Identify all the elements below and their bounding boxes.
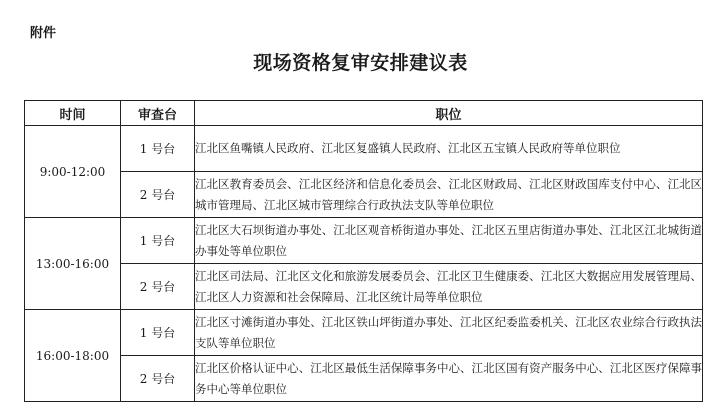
table-row <box>25 356 703 402</box>
positions-cell: 江北区价格认证中心、江北区最低生活保障事务中心、江北区国有资产服务中心、江北区医疗保障事务中心等单位职位 <box>195 356 703 402</box>
desk-cell: 2 号台 <box>121 356 195 402</box>
attachment-label: 附件 <box>30 26 57 41</box>
desk-cell: 1 号台 <box>121 126 195 172</box>
positions-cell: 江北区司法局、江北区文化和旅游发展委员会、江北区卫生健康委、江北区大数据应用发展管理局、江北区人力资源和社会保障局、江北区统计局等单位职位 <box>195 264 703 310</box>
positions-cell: 江北区寸滩街道办事处、江北区铁山坪街道办事处、江北区纪委监委机关、江北区农业综合行政执法支队等单位职位 <box>195 310 703 356</box>
table-row <box>25 264 703 310</box>
desk-cell: 1 号台 <box>121 218 195 264</box>
table-row <box>25 310 703 356</box>
schedule-table <box>24 100 703 402</box>
page-title: 现场资格复审安排建议表 <box>253 52 468 74</box>
time-slot-cell: 16:00-18:00 <box>25 310 121 402</box>
table-row <box>25 218 703 264</box>
positions-cell: 江北区鱼嘴镇人民政府、江北区复盛镇人民政府、江北区五宝镇人民政府等单位职位 <box>195 126 703 172</box>
table-row <box>25 126 703 172</box>
desk-cell: 2 号台 <box>121 264 195 310</box>
positions-cell: 江北区大石坝街道办事处、江北区观音桥街道办事处、江北区五里店街道办事处、江北区江北城街道办事处等单位职位 <box>195 218 703 264</box>
time-slot-cell: 9:00-12:00 <box>25 126 121 218</box>
positions-cell: 江北区教育委员会、江北区经济和信息化委员会、江北区财政局、江北区财政国库支付中心、江北区城市管理局、江北区城市管理综合行政执法支队等单位职位 <box>195 172 703 218</box>
desk-cell: 1 号台 <box>121 310 195 356</box>
time-slot-cell: 13:00-16:00 <box>25 218 121 310</box>
column-header-desk: 审查台 <box>121 101 195 126</box>
table-header-row <box>25 101 703 126</box>
table-row <box>25 172 703 218</box>
desk-cell: 2 号台 <box>121 172 195 218</box>
column-header-time: 时间 <box>25 101 121 126</box>
column-header-positions: 职位 <box>195 101 703 126</box>
